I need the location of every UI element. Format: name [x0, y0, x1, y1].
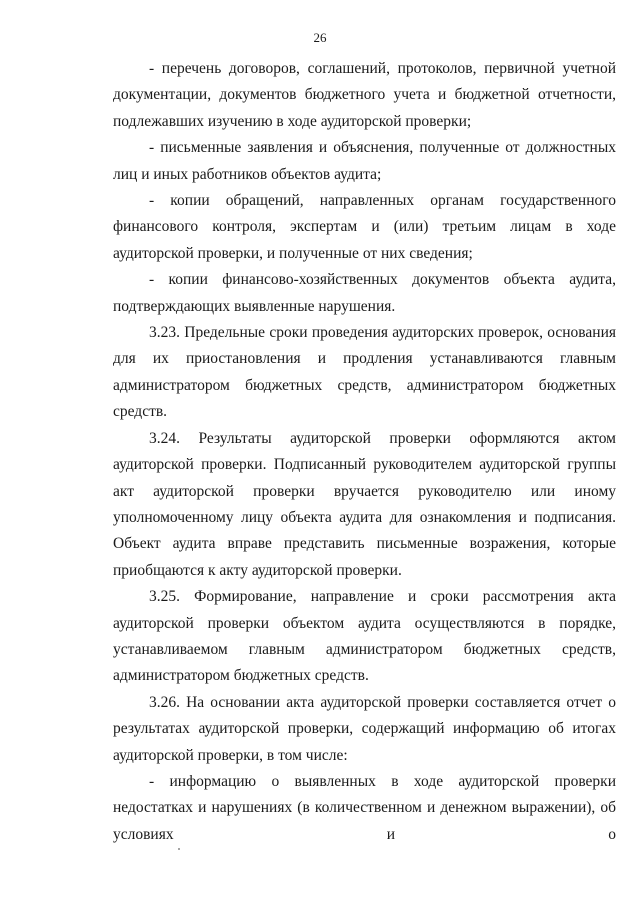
scan-speck	[178, 848, 180, 850]
page-number: 26	[313, 30, 327, 45]
paragraph-list-item-contracts: - перечень договоров, соглашений, протоколов, первичной учетной документации, документов бюджетного учета и бюджетной отчетности, подлежавших изучению в ходе аудиторской проверки;	[113, 60, 616, 130]
paragraph-3-23: 3.23. Предельные сроки проведения аудиторских проверок, основания для их приостановления и продления устанавливаются главным администратором бюджетных средств, администратором бюджетных средств.	[113, 324, 616, 421]
document-body	[113, 56, 616, 848]
paragraph-3-25: 3.25. Формирование, направление и сроки рассмотрения акта аудиторской проверки объектом аудита осуществляются в порядке, устанавливаемом главным администратором бюджетных средств, администратором бюджетных средств.	[113, 588, 616, 685]
paragraph-list-item-findings: - информацию о выявленных в ходе аудиторской проверки недостатках и нарушениях (в количественном и денежном выражении), об условиях и о	[113, 772, 616, 843]
paragraph-3-24: 3.24. Результаты аудиторской проверки оформляются актом аудиторской проверки. Подписанный руководителем аудиторской группы акт аудиторской проверки вручается руководителю или иному уполномоченному лицу объекта аудита для ознакомления и подписания. Объект аудита вправе представить письменные возражения, которые приобщаются к акту аудиторской проверки.	[113, 429, 616, 579]
paragraph-3-26: 3.26. На основании акта аудиторской проверки составляется отчет о результатах аудиторской проверки, содержащий информацию об итогах аудиторской проверки, в том числе:	[113, 693, 616, 764]
paragraph-list-item-documents: - копии финансово-хозяйственных документов объекта аудита, подтверждающих выявленные нарушения.	[113, 271, 616, 315]
paragraph-list-item-appeals: - копии обращений, направленных органам государственного финансового контроля, экспертам и (или) третьим лицам в ходе аудиторской проверки, и полученные от них сведения;	[113, 192, 616, 262]
paragraph-list-item-statements: - письменные заявления и объяснения, полученные от должностных лиц и иных работников объектов аудита;	[113, 139, 616, 183]
